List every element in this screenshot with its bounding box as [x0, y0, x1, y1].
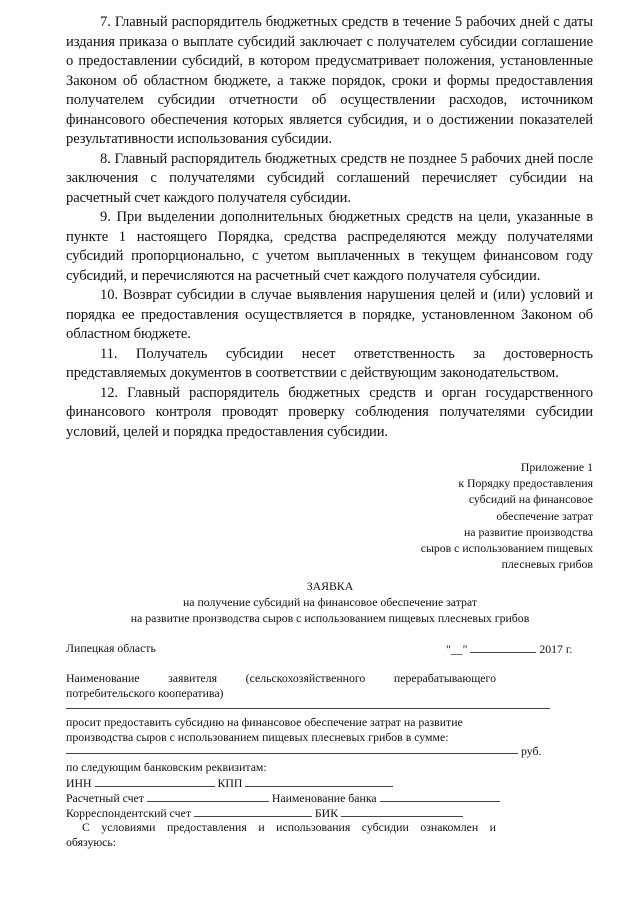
clause-8: 8. Главный распорядитель бюджетных средств не позднее 5 рабочих дней после заключения с получателями субсидий соглашений перечисляет субсидии на расчетный счет каждого получателя субсидии.: [66, 150, 593, 206]
clause-7: 7. Главный распорядитель бюджетных средств в течение 5 рабочих дней с даты издания приказа о выплате субсидий заключает с получателем субсидии соглашение о предоставлении субсидий, в котором предусматривает положения, установленные Законом об областном бюджете, а также порядок, сроки и формы предоставления получателем субсидии отчетности об осуществлении расходов, источником финансового обеспечения которых является субсидия, и о достижении показателей результативности использования субсидии.: [66, 14, 593, 147]
account-blank: [147, 790, 269, 802]
applicant-label: Наименование заявителя (сельскохозяйственного перерабатывающего: [66, 671, 496, 685]
clause-11: 11. Получатель субсидии несет ответственность за достоверность представляемых документов в соответствии с действующим законодательством.: [66, 345, 593, 381]
bank-name-label: Наименование банка: [271, 791, 377, 805]
corr-account-blank: [194, 805, 312, 817]
bank-name-blank: [380, 790, 500, 802]
corr-account-label: Корреспондентский счет: [66, 806, 191, 820]
form-subtitle: на развитие производства сыров с использованием пищевых плесневых грибов: [130, 611, 530, 625]
date-field: [446, 641, 572, 657]
date-year: 2017 г.: [539, 642, 573, 656]
clause-12: 12. Главный распорядитель бюджетных средств и орган государственного финансового контроля проводят проверку соблюдения получателями субсидии условий, целей и порядка предоставления субсидии.: [66, 384, 593, 440]
clause-10: 10. Возврат субсидии в случае выявления нарушения целей и (или) условий и порядка ее предоставления осуществляется в порядке, установленном Законом об областном бюджете.: [66, 287, 593, 342]
currency-label: руб.: [521, 744, 542, 758]
amount-blank: [66, 742, 518, 754]
appendix-line: сыров с использованием пищевых: [420, 541, 593, 556]
appendix-line: плесневых грибов: [501, 557, 593, 572]
account-row: [66, 790, 500, 806]
appendix-line: обеспечение затрат: [496, 508, 593, 523]
bik-blank: [341, 805, 463, 817]
appendix-note: [333, 459, 593, 572]
clauses-section: [66, 13, 593, 442]
region-label: Липецкая область: [66, 641, 156, 655]
date-month-blank: [470, 641, 536, 653]
inn-row: [66, 775, 393, 791]
form-title: ЗАЯВКА: [306, 579, 354, 593]
bank-details-label: по следующим банковским реквизитам:: [66, 760, 267, 774]
appendix-line: субсидий на финансовое: [468, 492, 593, 507]
applicant-name-blank: [66, 697, 550, 709]
appendix-line: Приложение 1: [520, 460, 593, 474]
kpp-label: КПП: [217, 776, 243, 790]
date-day-field: "__": [446, 642, 468, 656]
request-text-cont: производства сыров с использованием пищевых плесневых грибов в сумме:: [66, 730, 449, 744]
inn-blank: [95, 775, 215, 787]
bik-label: БИК: [314, 806, 339, 820]
form-subtitle: на получение субсидий на финансовое обеспечение затрат: [182, 595, 478, 609]
applicant-label-cont: потребительского кооператива): [66, 686, 224, 700]
corr-account-row: [66, 805, 463, 821]
account-label: Расчетный счет: [66, 791, 144, 805]
request-text: просит предоставить субсидию на финансовое обеспечение затрат на развитие: [66, 715, 463, 729]
inn-label: ИНН: [66, 776, 92, 790]
kpp-blank: [245, 775, 393, 787]
agreement-text: С условиями предоставления и использования субсидии ознакомлен и: [82, 820, 496, 834]
clause-9: 9. При выделении дополнительных бюджетных средств на цели, указанные в пункте 1 настоящего Порядка, средства распределяются между получателями субсидий пропорционально, с учетом выплаченных в текущем финансовом году субсидий, и перечисляются на расчетный счет каждого получателя субсидии.: [66, 209, 593, 284]
appendix-line: на развитие производства: [463, 524, 593, 539]
agreement-text-cont: обязуюсь:: [66, 835, 117, 849]
appendix-line: к Порядку предоставления: [458, 476, 593, 491]
